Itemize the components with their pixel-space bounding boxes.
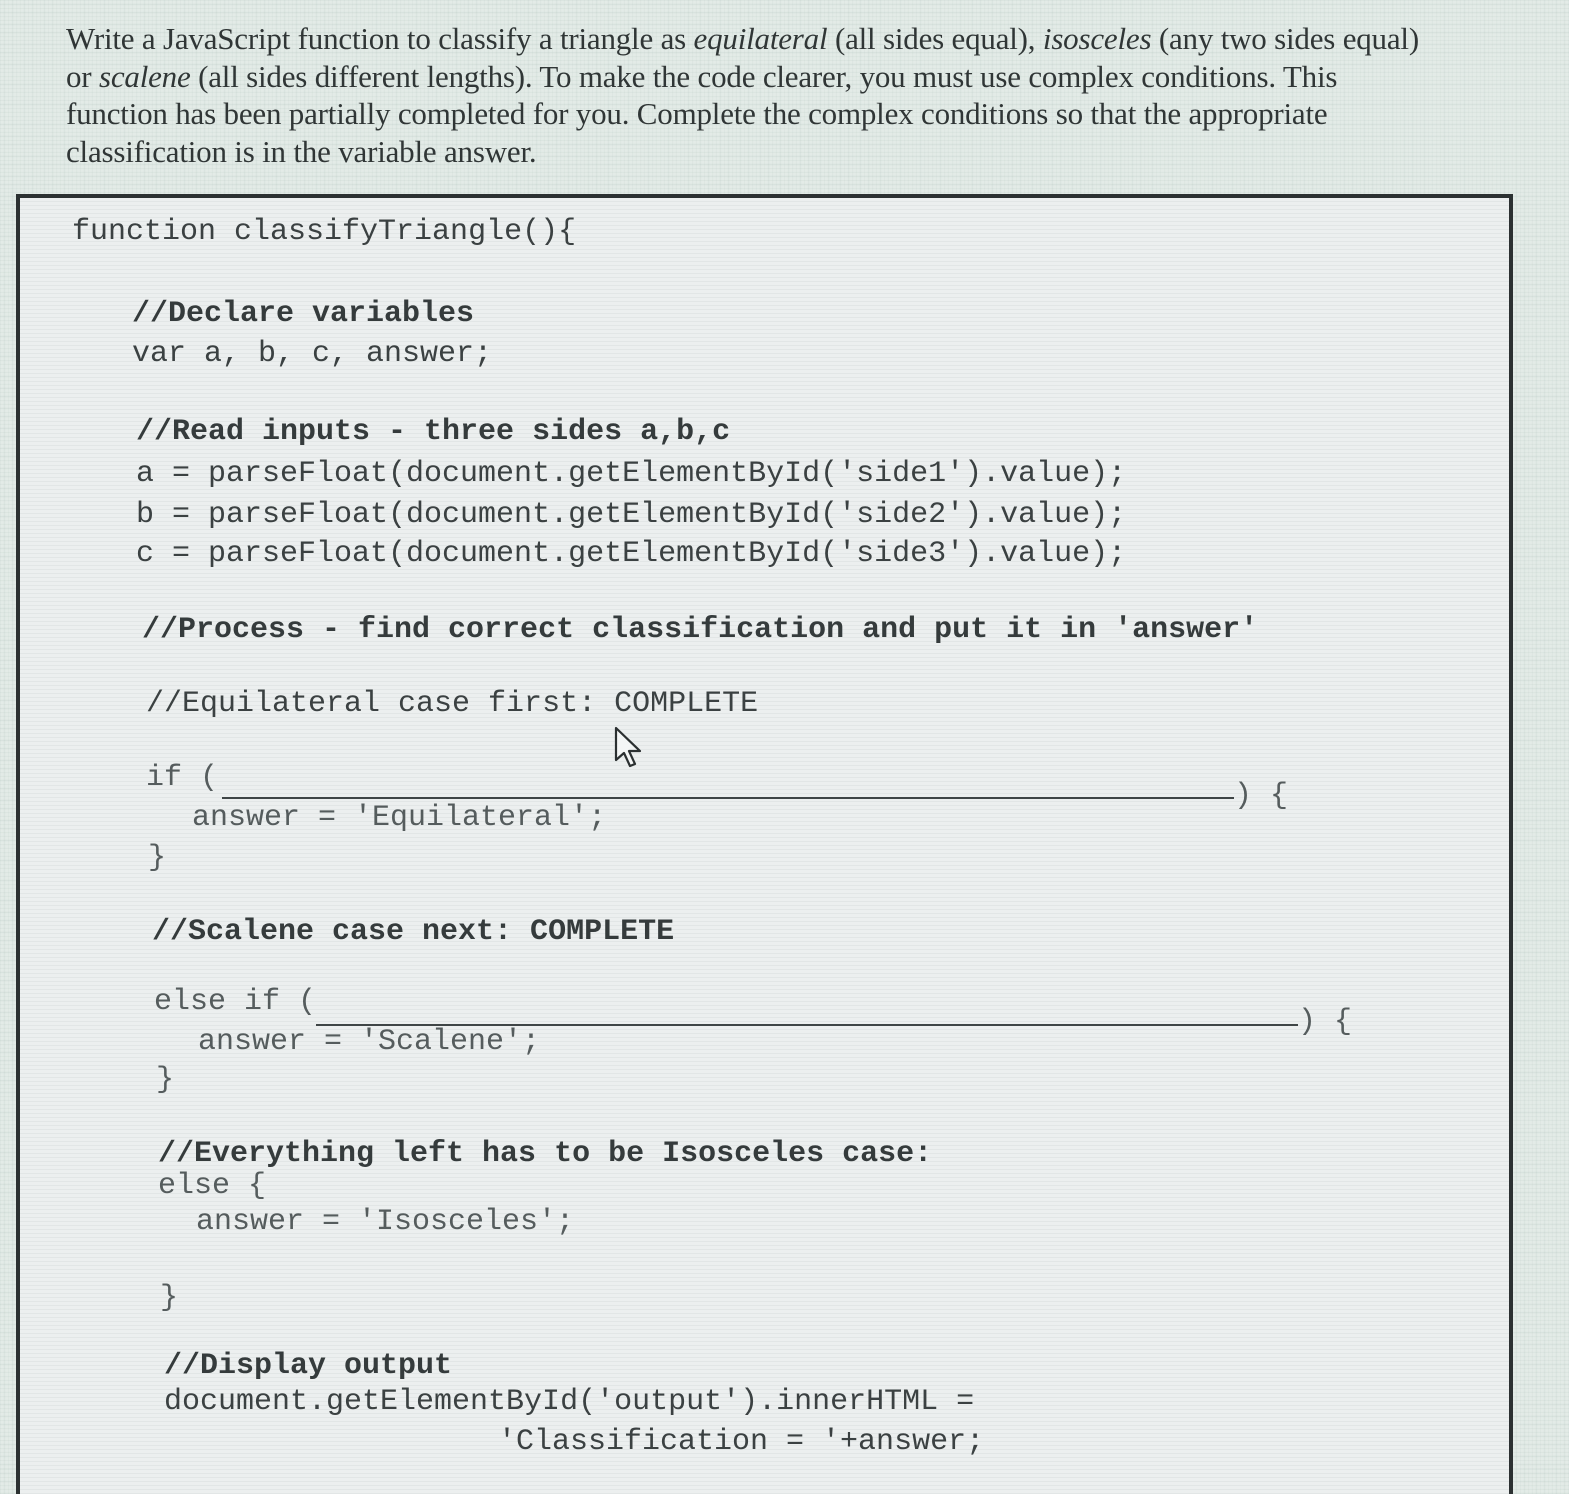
code-comment-read-inputs: //Read inputs - three sides a,b,c — [136, 415, 731, 449]
instructions-text-4: (all sides different lengths). To make the code clearer, you must use complex conditions. This function has been partially completed for you. Complete the complex conditions so that the appropriate classification is in the variable answer. — [66, 58, 1338, 169]
question-instructions — [66, 20, 1426, 170]
equilateral-condition-blank[interactable] — [222, 797, 1234, 799]
code-elseif-close: ) { — [1298, 1005, 1353, 1039]
code-box — [16, 194, 1513, 1494]
mouse-pointer-icon — [613, 726, 647, 770]
code-read-side1: a = parseFloat(document.getElementById('side1').value); — [136, 457, 1127, 491]
code-else-open: else { — [158, 1169, 267, 1203]
code-brace-close-2: } — [156, 1063, 175, 1097]
code-brace-close-3: } — [160, 1281, 179, 1315]
code-elseif-open: else if ( — [154, 985, 317, 1019]
code-var-declaration: var a, b, c, answer; — [132, 337, 493, 371]
code-answer-equilateral: answer = 'Equilateral'; — [192, 801, 607, 835]
code-display-line1: document.getElementById('output').innerHTML = — [164, 1385, 975, 1419]
code-comment-scalene: //Scalene case next: COMPLETE — [152, 915, 675, 949]
term-scalene: scalene — [98, 58, 191, 94]
code-brace-close-1: } — [148, 841, 167, 875]
code-function-declaration: function classifyTriangle(){ — [72, 215, 577, 249]
code-read-side3: c = parseFloat(document.getElementById('side3').value); — [136, 537, 1127, 571]
code-comment-declare: //Declare variables — [132, 297, 475, 331]
code-comment-isosceles: //Everything left has to be Isosceles case: — [158, 1137, 933, 1171]
term-equilateral: equilateral — [693, 21, 828, 56]
code-read-side2: b = parseFloat(document.getElementById('side2').value); — [136, 498, 1127, 532]
term-isosceles: isosceles — [1042, 21, 1152, 56]
code-answer-scalene: answer = 'Scalene'; — [198, 1025, 541, 1059]
code-if-open: if ( — [146, 761, 219, 795]
code-answer-isosceles: answer = 'Isosceles'; — [196, 1205, 575, 1239]
code-display-line2: 'Classification = '+answer; — [498, 1425, 985, 1459]
instructions-text-1: Write a JavaScript function to classify a triangle as — [66, 21, 694, 56]
code-comment-equilateral: //Equilateral case first: COMPLETE — [146, 687, 759, 721]
code-comment-display: //Display output — [164, 1349, 453, 1383]
code-comment-process: //Process - find correct classification and put it in 'answer' — [142, 613, 1259, 647]
code-if-close: ) { — [1234, 779, 1289, 813]
instructions-text-2: (all sides equal), — [827, 21, 1043, 56]
instructions-text-3: (any two sides equal) or — [66, 21, 1419, 94]
